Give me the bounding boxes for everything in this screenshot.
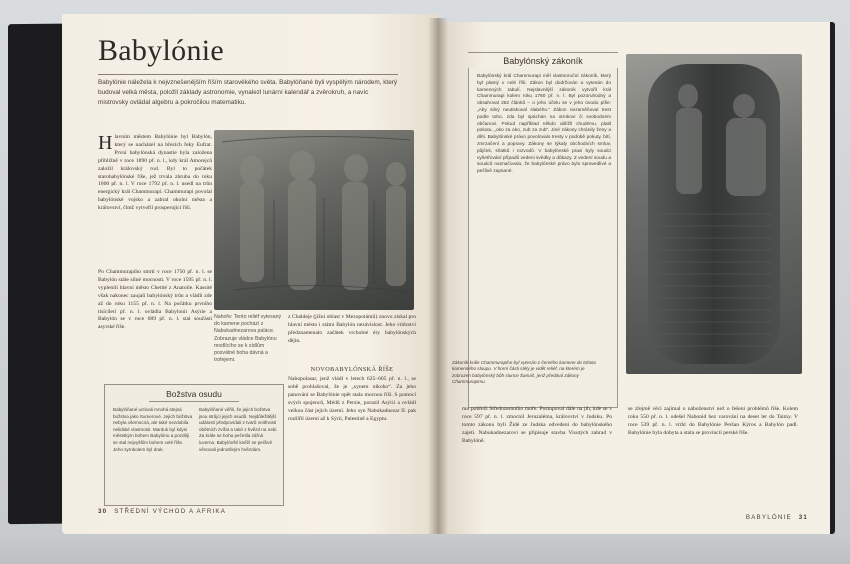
page-number-left: 30: [98, 508, 108, 515]
sidebar-box-deities: [104, 384, 284, 506]
body-text-1: lavním městem Babylónie byl Babylón, který se nacházel na březích řeky Eufrat. První babylónská dynastie byla založena přibližně v roce 1890 př. n. l., kdy král Amorejců založil královský rod. Byl to počátek starobabylónské říše, jež trvala zhruba do roku 1600 př. n. l. V roce 1792 př. n. l. usedl na trůn energický král Chammurapi. Chammurapi povolal babylónské vojsko a zabral okolní města a království, čímž vytvořil prosperující říši.: [98, 134, 212, 212]
stele-photo: [626, 54, 802, 374]
relief-photo: [214, 130, 414, 310]
body-column-4: Nabopolasar, jenž vládl v letech 625–605 př. n. l., se sobě prohlašoval, že je „synem nikoho“. Za jeho panování se Babylónie opět stala mocnou říší. S pomocí svých spojenců, Médů z Persie, porazil Asýrii a ovládl velkou část jejích území. Jeho syn Nabukadnezar II. pak rozšířil území až k Sýrii, Palestině a Egyptu.: [288, 376, 416, 422]
left-page: [62, 14, 438, 534]
sidebar-box-text-1: Babylóňané uctívali mnohá stejná božstva jako Sumerové. Jejich božstva nebyla všemocná, ale také nezdobila nelidské vlastnosti. Marduk byl kdysi městským bohem Babylónu a později se stal nejvyšším bohem celé říše. Jeho symbolem byl drak.: [113, 407, 193, 452]
sidebar-box-text-2: Babylóňané věřili, že jejich božstva jsou strůjci jejich osudů. Nejdůležitější událostí předpovídali z tvarů vnitřností obětních zvířat a také z hvězd na nebi. Za krále se boha pečetila zářná lucerna. Babylónští kněží se pečlivě věnovali jednotlivým hvězdám.: [199, 407, 278, 452]
intro-text: Babylónie náležela k nejvznešenějším říším starověkého světa. Babylóňané byli vyspělým národem, který budoval velká města, položil základy astronomie, vynalezl lunární kalendář a zvěrokruh, a navíc mistrovsky ovládal algebru a pokročilou matematiku.: [98, 79, 398, 106]
sidebar-box-rule: [149, 401, 239, 402]
body-column-1: [98, 134, 212, 213]
book-gutter: [428, 18, 448, 534]
left-footer: [98, 508, 226, 515]
body-column-3: z Chaldeje (jižní oblast v Mezopotámii) znovu získal pro hlavní město i státní Babylón nezávislost. Jeho vítězství předznamenalo začátek vrcholné éry babylónských dějin.: [288, 314, 416, 344]
right-footer: [746, 514, 808, 521]
relief-figures-illustration: [214, 130, 414, 310]
right-body-column-1: mu pobřeží Středozemního moře. Postupoval dále na jih, kde se v roce 597 př. n. l. zmocnil Jeruzaléma, království v Judsku. Po tomto zákonu byli Židé ze Judska odvedeni do babylónského zajetí. Nabukadnezarovi se připisuje stavba Visutých zahrad v Babylóně.: [462, 406, 612, 444]
sidebar-box-code: [468, 68, 618, 408]
bottom-shadow: [0, 534, 850, 564]
right-body-column-2: se zřejmě věci zajímal o náboženství než o řešení problémů říše. Kolem roku 550 př. n. l. odešel Nabonid bez varování na deset let do Taimy. V roce 539 př. n. l. vtrhl do Babylónie Peršan Kýros a Babylón padl. Babylónie byla dobyta a stala se provincií perské říše.: [628, 406, 798, 436]
body-column-2: Po Chammurapiho smrti v roce 1750 př. n. l. se Babylón stále silné mocnosti. V roce 1595 př. n. l. vyplenili hlavní město Chetité z Anatolie. Kassité však nakonec zaujali babylónský trůn a vládli zde až do roku 1155 př. n. l. Na počátku prvního tisíciletí př. n. l. ovládla Babylonii Asýrie a Babylón se v roce 689 př. n. l. stal součástí asyrské říše.: [98, 269, 212, 331]
page-number-right: 31: [798, 514, 808, 521]
sidebar-box-heading: Babylónský zákoník: [468, 52, 618, 70]
running-head-left: STŘEDNÍ VÝCHOD A AFRIKA: [114, 508, 227, 515]
running-head-right: BABYLÓNIE: [745, 514, 792, 521]
sidebar-box-code-text: Babylónský král Chammurapi měl vlastnoruční zákoník, který byl platný v celé říši. Zákon byl dodržován a vytesán do kamenných tabulí. Nejslavnější zákoník vytvořil král Chammurapi kolem roku 1760 př. n. l. Byl pozoruhodný a obsahoval 282 článků – o jeho účelu se v jeho úvodu píše: „Aby silný neutiskoval slabého.“ Zákon nezaměňoval trest podle toho, zda byl spáchán na otrokovi či svobodném občanovi. Pokud například někdo ublížil chudému, platil pokutu, „oko za oko, zub za zub“. Jiné zákony chránily ženy a děti. Babylónské právo povolovalo tresty v podobě pokuty, bití, zmrzačení a popravy. Zákony se týkaly obchodních smluv, půjček, sňatků i rozvodů. V babylónské praxi byly soudci vyšetřování případů vedeni svědky a důkazy. Z vedení soudu a soudců naznačovalo, že babylónské právo bylo spravedlivé a pečlivě zapsané.: [477, 74, 611, 175]
section-subheading: NOVOBABYLÓNSKÁ ŘÍŠE: [310, 366, 394, 373]
page-title: Babylónie: [98, 34, 225, 67]
stele-caption: Zákoník krále Chammurapiho byl vytesán z černého kamene do tohoto kamenného sloupu. V horní části stély je vidět reliéf, na kterém je zobrazen babylónský bůh slunce Šamaš, jenž předává zákony Chammurapimu.: [452, 360, 597, 385]
stele-illustration: [626, 54, 802, 374]
relief-caption: Nahoře: Tento reliéf vytesaný do kamene pochází z Nabukadnezarova paláce. Zobrazuje vládce Babylónu modlícího se k sídlům posvátné boha dávná a trofejemi.: [214, 314, 282, 364]
sidebar-box-title: Božstva osudu: [166, 389, 222, 399]
drop-cap: H: [98, 132, 113, 154]
title-rule: [98, 74, 398, 75]
right-page: [438, 22, 830, 534]
